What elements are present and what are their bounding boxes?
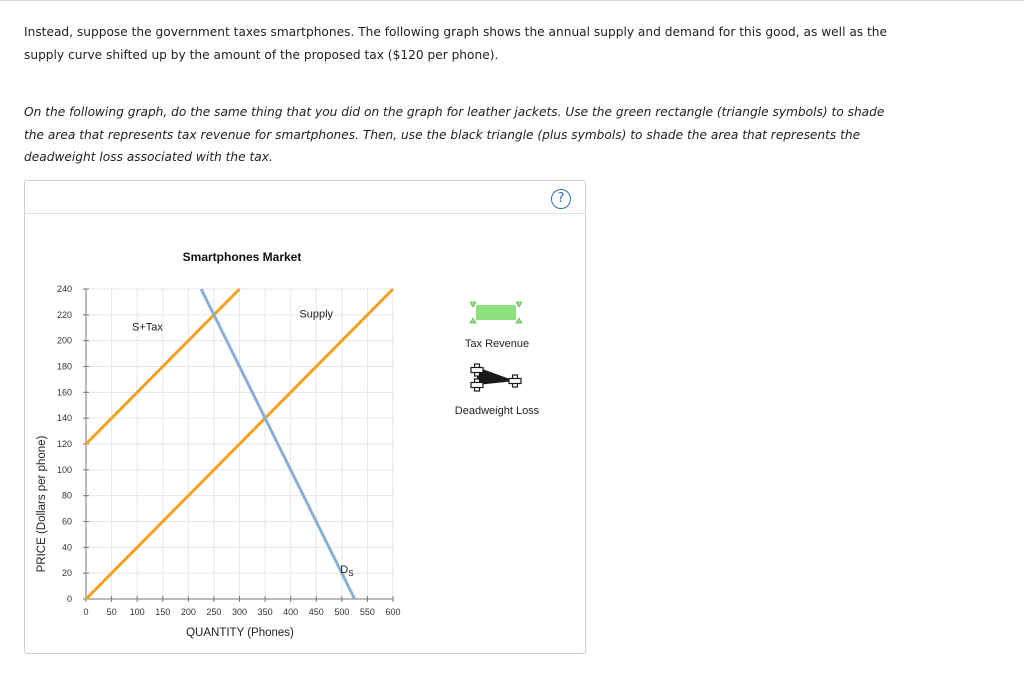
x-axis-label: QUANTITY (Phones) — [186, 627, 294, 639]
y-tick-label: 20 — [61, 568, 72, 579]
smartphones-market-chart[interactable] — [25, 181, 585, 653]
x-tick-label: 0 — [83, 607, 89, 617]
y-axis-label: PRICE (Dollars per phone) — [36, 435, 48, 573]
y-tick-label: 160 — [56, 387, 72, 398]
instruction-text-tax: Instead, suppose the government taxes smartphones. The following graph shows the annual supply and demand for this good, as well as the supply curve shifted up by the amount of the proposed tax ($120 per phone). — [24, 25, 888, 62]
triangle-handle-icon — [470, 318, 476, 323]
y-tick-label: 60 — [61, 516, 72, 527]
y-tick-label: 100 — [56, 464, 72, 475]
x-tick-label: 400 — [283, 607, 299, 617]
deadweight-loss-tool[interactable] — [455, 364, 540, 417]
y-tick-label: 120 — [56, 439, 72, 449]
y-tick-label: 180 — [56, 361, 72, 372]
y-tick-label: 40 — [61, 542, 72, 553]
x-tick-label: 550 — [359, 607, 375, 617]
plus-handle-icon — [509, 375, 521, 387]
x-tick-label: 600 — [385, 607, 401, 617]
x-tick-label: 100 — [129, 607, 145, 617]
x-tick-label: 300 — [231, 607, 248, 617]
x-tick-label: 350 — [257, 607, 273, 617]
help-button[interactable]: ? — [551, 189, 571, 209]
y-tick-label: 220 — [56, 309, 72, 320]
curve-label: $D_S$ — [340, 564, 354, 579]
y-tick-label: 140 — [56, 413, 72, 424]
triangle-handle-icon — [516, 318, 522, 323]
tax-revenue-tool[interactable] — [465, 302, 529, 350]
curve-label: Supply — [299, 308, 334, 321]
chart-title: Smartphones Market — [182, 250, 302, 264]
triangle-handle-icon — [470, 302, 476, 307]
top-divider — [0, 0, 1024, 1]
y-tick-label: 200 — [56, 335, 72, 346]
deadweight-loss-label: Deadweight Loss — [454, 405, 540, 417]
x-tick-label: 50 — [106, 607, 117, 617]
instruction-text-shading: On the following graph, do the same thing that you did on the graph for leather jackets. Use the green rectangle (triangle symbols) to shade the area that represents tax revenue for smartphones. Then, use the black triangle (plus symbols) to shade the area that represents the deadweight loss associated with the tax. — [24, 105, 885, 164]
x-tick-label: 450 — [308, 607, 324, 617]
y-tick-label: 0 — [66, 594, 72, 604]
x-tick-label: 200 — [180, 607, 196, 617]
y-tick-label: 80 — [61, 490, 72, 501]
y-tick-label: 240 — [56, 284, 72, 294]
x-tick-label: 250 — [206, 607, 222, 617]
x-tick-label: 500 — [334, 607, 350, 617]
triangle-handle-icon — [516, 302, 522, 307]
curve-label: S+Tax — [131, 321, 163, 334]
green-rectangle-icon — [476, 305, 516, 320]
tax-revenue-label: Tax Revenue — [464, 338, 530, 350]
x-tick-label: 150 — [155, 607, 171, 617]
graph-panel — [24, 180, 586, 654]
